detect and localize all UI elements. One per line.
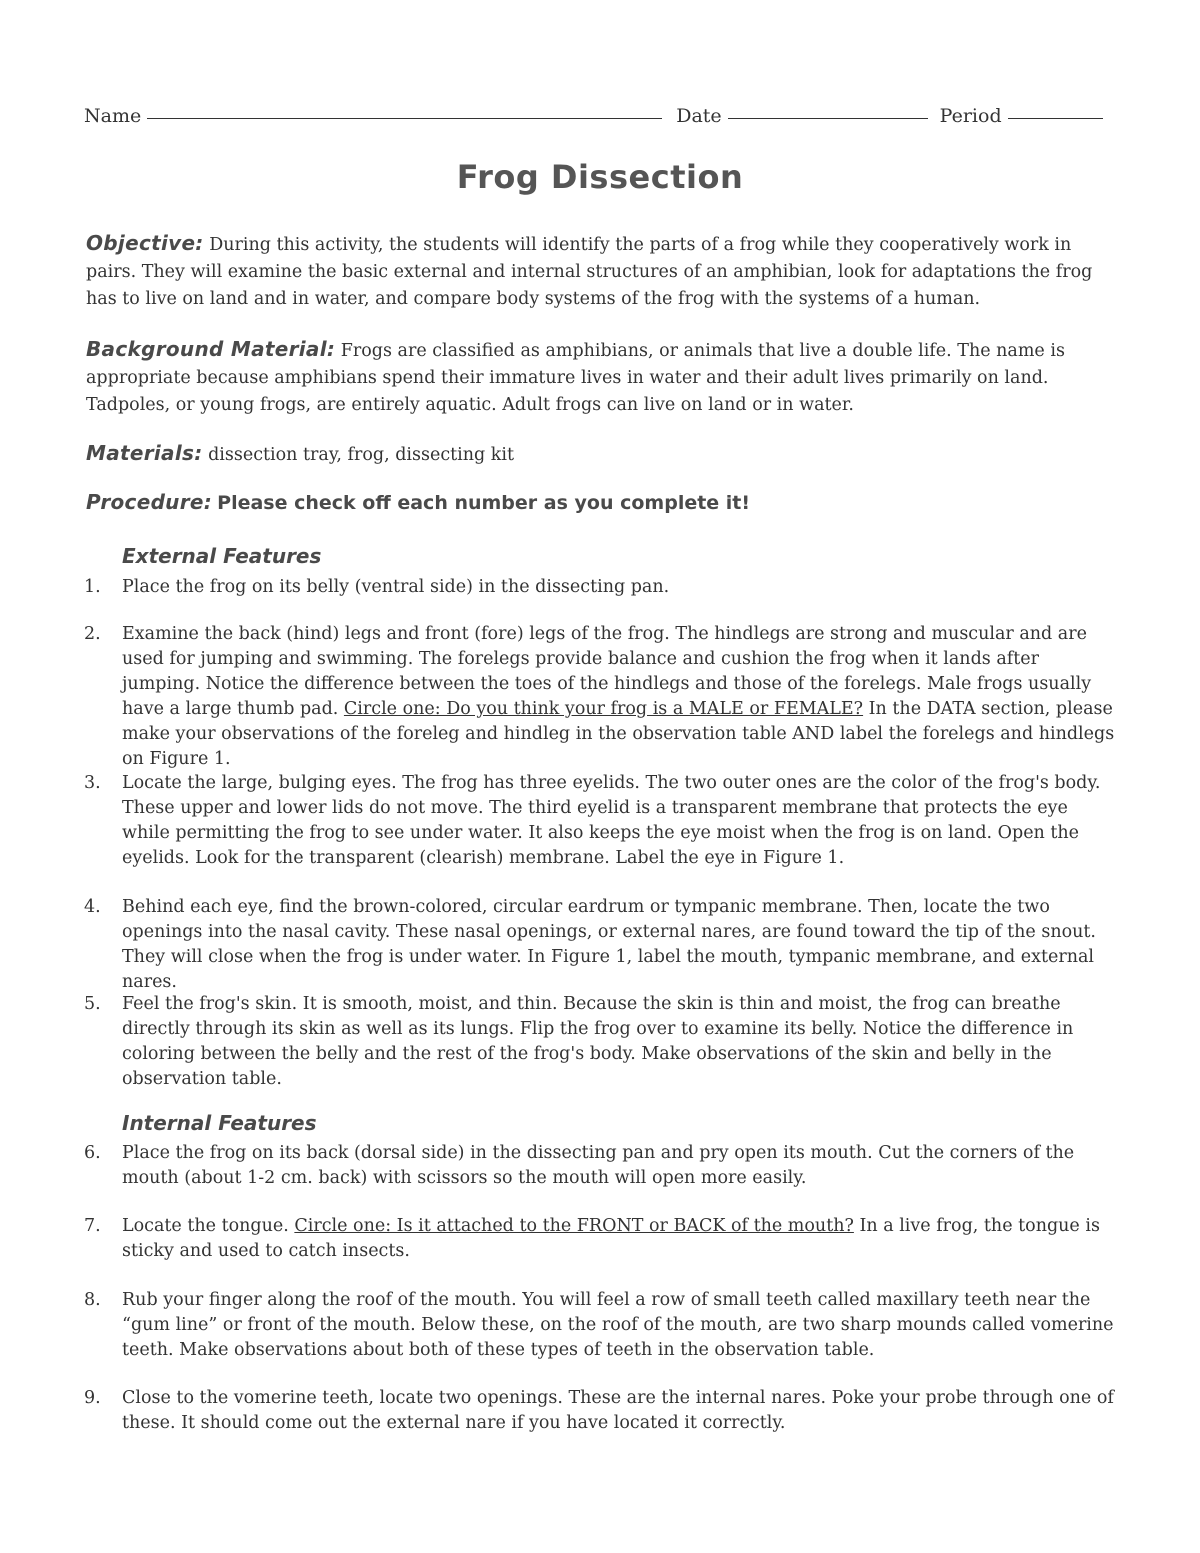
circle-one-prompt: Circle one: Do you think your frog is a MALE or FEMALE? xyxy=(343,699,864,719)
student-info-header xyxy=(84,105,1104,127)
step-number: 1. xyxy=(84,577,101,597)
procedure-step xyxy=(84,992,1119,1092)
procedure-instruction: Please check off each number as you complete it! xyxy=(217,492,751,514)
page-title: Frog Dissection xyxy=(456,158,744,196)
procedure-step xyxy=(84,1141,1119,1191)
procedure-section xyxy=(86,490,1116,514)
procedure-step xyxy=(84,1386,1119,1436)
procedure-step xyxy=(84,1214,1119,1264)
background-label: Background Material: xyxy=(86,337,336,361)
step-number: 4. xyxy=(84,897,101,917)
step-text: Place the frog on its belly (ventral side) in the dissecting pan. xyxy=(122,577,670,597)
procedure-step xyxy=(84,575,1119,600)
step-text: Locate the large, bulging eyes. The frog has three eyelids. The two outer ones are the color of the frog's body. These upper and lower lids do not move. The third eyelid is a transparent membrane that protects the eye while permitting the frog to see under water. It also keeps the eye moist when the frog is on land. Open the eyelids. Look for the transparent (clearish) membrane. Label the eye in Figure 1. xyxy=(122,773,1101,868)
materials-label: Materials: xyxy=(86,441,203,465)
step-text: Rub your finger along the roof of the mouth. You will feel a row of small teeth called maxillary teeth near the “gum line” or front of the mouth. Below these, on the roof of the mouth, are two sharp mounds called vomerine teeth. Make observations about both of these types of teeth in the observation table. xyxy=(122,1290,1114,1360)
objective-label: Objective: xyxy=(86,231,204,255)
step-number: 6. xyxy=(84,1143,101,1163)
materials-text: dissection tray, frog, dissecting kit xyxy=(208,445,515,465)
materials-section xyxy=(86,440,1116,469)
period-blank-line xyxy=(1008,117,1103,119)
name-blank-line xyxy=(147,117,662,119)
procedure-step xyxy=(84,622,1119,772)
procedure-label: Procedure: xyxy=(86,490,213,514)
circle-one-prompt: Circle one: Is it attached to the FRONT or BACK of the mouth? xyxy=(294,1216,854,1236)
objective-section xyxy=(86,230,1116,313)
procedure-step xyxy=(84,771,1119,871)
period-label: Period xyxy=(939,105,1002,127)
step-number: 9. xyxy=(84,1388,101,1408)
internal-features-heading: Internal Features xyxy=(122,1111,317,1135)
background-text: Frogs are classified as amphibians, or animals that live a double life. The name is appropriate because amphibians spend their immature lives in water and their adult lives primarily on land. Tadpoles, or young frogs, are entirely aquatic. Adult frogs can live on land or in water. xyxy=(86,341,1065,415)
step-number: 5. xyxy=(84,994,101,1014)
step-text: Locate the tongue. Circle one: Is it attached to the FRONT or BACK of the mouth? In a live frog, the tongue is sticky and used to catch insects. xyxy=(122,1216,1100,1261)
name-label: Name xyxy=(84,105,142,127)
step-number: 8. xyxy=(84,1290,101,1310)
date-blank-line xyxy=(728,117,928,119)
procedure-step xyxy=(84,895,1119,995)
step-text: Examine the back (hind) legs and front (fore) legs of the frog. The hindlegs are strong and muscular and are used for jumping and swimming. The forelegs provide balance and cushion the frog when it lands after jumping. Notice the difference between the toes of the hindlegs and those of the forelegs. Male frogs usually have a large thumb pad. Circle one: Do you think your frog is a MALE or FEMALE? In the DATA section, please make your observations of the foreleg and hindleg in the observation table AND label the forelegs and hindlegs on Figure 1. xyxy=(122,624,1115,769)
step-number: 2. xyxy=(84,624,101,644)
date-label: Date xyxy=(676,105,722,127)
step-text: Behind each eye, find the brown-colored, circular eardrum or tympanic membrane. Then, locate the two openings into the nasal cavity. These nasal openings, or external nares, are found toward the tip of the snout. They will close when the frog is under water. In Figure 1, label the mouth, tympanic membrane, and external nares. xyxy=(122,897,1096,992)
external-features-heading: External Features xyxy=(122,544,322,568)
step-text: Close to the vomerine teeth, locate two openings. These are the internal nares. Poke your probe through one of these. It should come out the external nare if you have located it correctly. xyxy=(122,1388,1114,1433)
background-section xyxy=(86,336,1116,419)
step-number: 3. xyxy=(84,773,101,793)
objective-text: During this activity, the students will identify the parts of a frog while they cooperatively work in pairs. They will examine the basic external and internal structures of an amphibian, look for adaptations the frog has to live on land and in water, and compare body systems of the frog with the systems of a human. xyxy=(86,235,1093,309)
step-number: 7. xyxy=(84,1216,101,1236)
procedure-step xyxy=(84,1288,1119,1363)
step-text: Place the frog on its back (dorsal side) in the dissecting pan and pry open its mouth. Cut the corners of the mouth (about 1-2 cm. back) with scissors so the mouth will open more easily. xyxy=(122,1143,1075,1188)
step-text: Feel the frog's skin. It is smooth, moist, and thin. Because the skin is thin and moist, the frog can breathe directly through its skin as well as its lungs. Flip the frog over to examine its belly. Notice the difference in coloring between the belly and the rest of the frog's body. Make observations of the skin and belly in the observation table. xyxy=(122,994,1074,1089)
